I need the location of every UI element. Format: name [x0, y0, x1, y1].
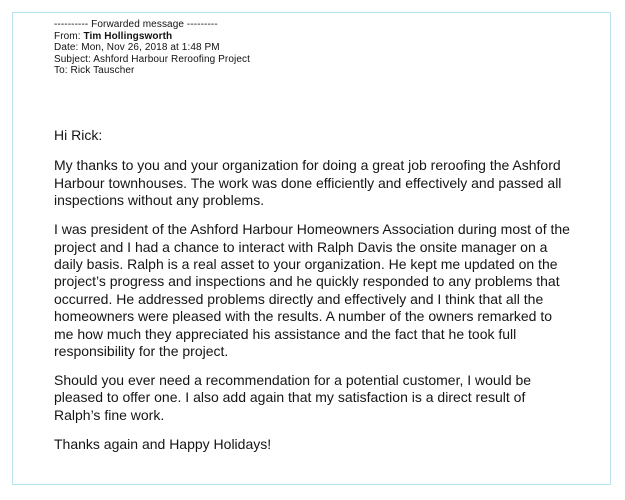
date-label: Date:	[54, 42, 79, 54]
from-label: From:	[54, 30, 81, 42]
paragraph-recommendation: Should you ever need a recommendation for a potential customer, I would be pleased to offer one. I also add again that my satisfaction is a direct result of Ralph’s fine work.	[54, 372, 532, 423]
greeting: Hi Rick:	[54, 127, 103, 143]
to-value: Rick Tauscher	[70, 65, 135, 77]
to-line	[54, 65, 250, 77]
to-label: To:	[54, 65, 68, 77]
paragraph-ralph: I was president of the Ashford Harbour Homeowners Association during most of the project and I had a chance to interact with Ralph Davis the onsite manager on a daily basis. Ralph is a real asset to your organization. He kept me updated on the project’s progress and inspections and he quickly responded to any problems that occurred. He addressed problems directly and effectively and I think that all the homeowners were pleased with the results. A number of the owners remarked to me how much they appreciated his assistance and the fact that he took full responsibility for the project.	[54, 221, 570, 360]
subject-label: Subject:	[54, 53, 91, 65]
email-header	[54, 19, 250, 77]
from-line	[54, 31, 250, 43]
paragraph-closing: Thanks again and Happy Holidays!	[54, 435, 272, 452]
subject-value: Ashford Harbour Reroofing Project	[93, 53, 250, 65]
forwarded-message-line: ---------- Forwarded message ---------	[54, 19, 218, 30]
paragraph-thanks: My thanks to you and your organization for doing a great job reroofing the Ashford Harbour townhouses. The work was done efficiently and effectively and passed all inspections without any problems.	[54, 157, 562, 209]
from-name: Tim Hollingsworth	[83, 30, 173, 42]
letter-body	[54, 127, 574, 465]
subject-line	[54, 54, 250, 66]
date-value: Mon, Nov 26, 2018 at 1:48 PM	[81, 42, 220, 54]
date-line	[54, 42, 250, 54]
